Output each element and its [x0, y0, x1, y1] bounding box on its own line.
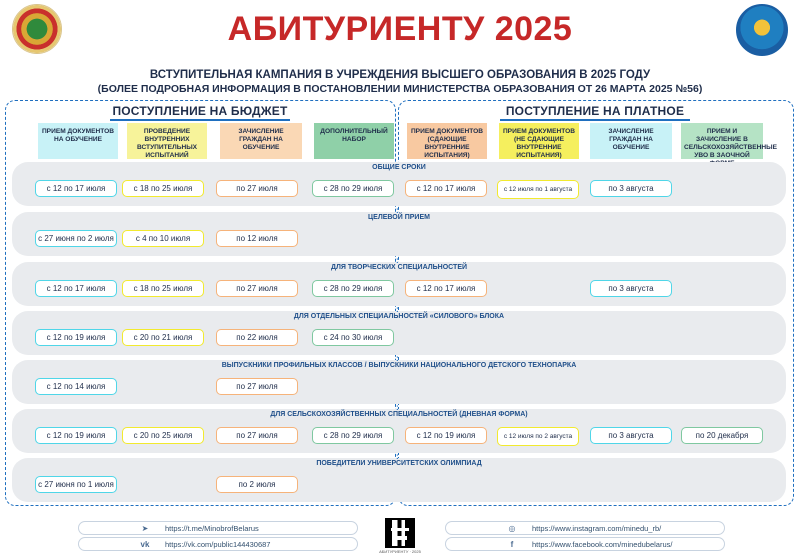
ministry-logo-icon: [736, 4, 788, 56]
column-header: ЗАЧИСЛЕНИЕ ГРАЖДАН НА ОБУЧЕНИЕ: [590, 123, 672, 159]
schedule-cell: по 2 июля: [216, 476, 298, 493]
schedule-cell: по 27 июля: [216, 427, 298, 444]
column-header: ПРИЕМ ДОКУМЕНТОВ (НЕ СДАЮЩИЕ ВНУТРЕННИЕ ИСПЫТАНИЯ): [499, 123, 579, 159]
belarus-coat-of-arms-icon: [12, 4, 62, 54]
facebook-url: https://www.facebook.com/minedubelarus/: [532, 539, 673, 549]
page-note: (БОЛЕЕ ПОДРОБНАЯ ИНФОРМАЦИЯ В ПОСТАНОВЛЕНИИ МИНИСТЕРСТВА ОБРАЗОВАНИЯ ОТ 26 МАРТА 2025 №56): [97, 83, 703, 95]
schedule-cell: с 12 по 19 июля: [405, 427, 487, 444]
section-divider: :: [396, 206, 399, 215]
schedule-cell: по 22 июля: [216, 329, 298, 346]
schedule-cell: по 3 августа: [590, 280, 672, 297]
schedule-cell: по 20 декабря: [681, 427, 763, 444]
schedule-cell: с 12 по 14 июля: [35, 378, 117, 395]
telegram-url: https://t.me/MinobrofBelarus: [165, 523, 259, 533]
facebook-link[interactable]: [445, 537, 725, 551]
column-header: ПРИЕМ ДОКУМЕНТОВ (СДАЮЩИЕ ВНУТРЕННИЕ ИСПЫТАНИЯ): [407, 123, 487, 159]
vk-link[interactable]: [78, 537, 358, 551]
instagram-url: https://www.instagram.com/minedu_rb/: [532, 523, 662, 533]
vk-icon: vk: [140, 539, 150, 549]
schedule-cell: с 12 июля по 1 августа: [497, 180, 579, 199]
page-subtitle: ВСТУПИТЕЛЬНАЯ КАМПАНИЯ В УЧРЕЖДЕНИЯ ВЫСШЕГО ОБРАЗОВАНИЯ В 2025 ГОДУ: [149, 69, 651, 81]
budget-section-title: ПОСТУПЛЕНИЕ НА БЮДЖЕТ: [110, 104, 290, 121]
schedule-cell: с 12 по 17 июля: [35, 280, 117, 297]
schedule-cell: с 12 по 17 июля: [405, 280, 487, 297]
schedule-cell: с 28 по 29 июля: [312, 180, 394, 197]
column-header: ДОПОЛНИТЕЛЬНЫЙ НАБОР: [314, 123, 394, 159]
section-divider: :: [396, 452, 399, 461]
section-divider: :: [396, 256, 399, 265]
instagram-icon: ◎: [508, 523, 516, 533]
schedule-cell: с 4 по 10 июля: [122, 230, 204, 247]
group-label: ВЫПУСКНИКИ ПРОФИЛЬНЫХ КЛАССОВ / ВЫПУСКНИКИ НАЦИОНАЛЬНОГО ДЕТСКОГО ТЕХНОПАРКА: [221, 362, 577, 369]
schedule-cell: с 12 по 19 июля: [35, 427, 117, 444]
schedule-cell: с 12 по 19 июля: [35, 329, 117, 346]
schedule-cell: с 12 июля по 2 августа: [497, 427, 579, 446]
qr-caption: АБИТУРИЕНТУ · 2025: [379, 549, 421, 554]
group-label: ПОБЕДИТЕЛИ УНИВЕРСИТЕТСКИХ ОЛИМПИАД: [316, 460, 482, 467]
group-label: ДЛЯ СЕЛЬСКОХОЗЯЙСТВЕННЫХ СПЕЦИАЛЬНОСТЕЙ (ДНЕВНАЯ ФОРМА): [270, 411, 528, 418]
paid-section-title: ПОСТУПЛЕНИЕ НА ПЛАТНОЕ: [500, 104, 690, 121]
column-header: ПРИЕМ И ЗАЧИСЛЕНИЕ В СЕЛЬСКОХОЗЯЙСТВЕННЫЕ УВО В ЗАОЧНОЙ: [681, 123, 763, 159]
qr-code-icon: [385, 518, 415, 548]
schedule-cell: с 18 по 25 июля: [122, 180, 204, 197]
telegram-icon: ➤: [141, 523, 149, 533]
schedule-cell: по 3 августа: [590, 427, 672, 444]
schedule-cell: по 27 июля: [216, 280, 298, 297]
schedule-cell: с 20 по 21 июля: [122, 329, 204, 346]
schedule-cell: с 27 июня по 2 июля: [35, 230, 117, 247]
column-header: ПРИЕМ ДОКУМЕНТОВ НА ОБУЧЕНИЕ: [38, 123, 118, 159]
column-header: ПРОВЕДЕНИЕ ВНУТРЕННИХ ВСТУПИТЕЛЬНЫХ ИСПЫТАНИЙ: [127, 123, 207, 159]
schedule-cell: с 12 по 17 июля: [35, 180, 117, 197]
schedule-cell: с 24 по 30 июля: [312, 329, 394, 346]
vk-url: https://vk.com/public144430687: [165, 539, 271, 549]
schedule-cell: по 27 июля: [216, 180, 298, 197]
schedule-cell: по 3 августа: [590, 180, 672, 197]
section-divider: :: [396, 403, 399, 412]
section-divider: :: [396, 354, 399, 363]
instagram-link[interactable]: [445, 521, 725, 535]
schedule-cell: с 27 июня по 1 июля: [35, 476, 117, 493]
section-divider: :: [396, 305, 399, 314]
group-label: ДЛЯ ОТДЕЛЬНЫХ СПЕЦИАЛЬНОСТЕЙ «СИЛОВОГО» БЛОКА: [293, 313, 505, 320]
schedule-cell: с 12 по 17 июля: [405, 180, 487, 197]
schedule-cell: по 12 июля: [216, 230, 298, 247]
telegram-link[interactable]: [78, 521, 358, 535]
schedule-cell: по 27 июля: [216, 378, 298, 395]
facebook-icon: f: [510, 539, 514, 549]
group-label: ОБЩИЕ СРОКИ: [372, 164, 426, 171]
page-title: АБИТУРИЕНТУ 2025: [227, 10, 573, 48]
schedule-cell: с 18 по 25 июля: [122, 280, 204, 297]
schedule-cell: с 20 по 25 июля: [122, 427, 204, 444]
schedule-cell: с 28 по 29 июля: [312, 427, 394, 444]
group-label: ДЛЯ ТВОРЧЕСКИХ СПЕЦИАЛЬНОСТЕЙ: [330, 264, 468, 271]
column-header: ЗАЧИСЛЕНИЕ ГРАЖДАН НА ОБУЧЕНИЕ: [220, 123, 302, 159]
schedule-cell: с 28 по 29 июля: [312, 280, 394, 297]
group-label: ЦЕЛЕВОЙ ПРИЕМ: [368, 214, 430, 221]
